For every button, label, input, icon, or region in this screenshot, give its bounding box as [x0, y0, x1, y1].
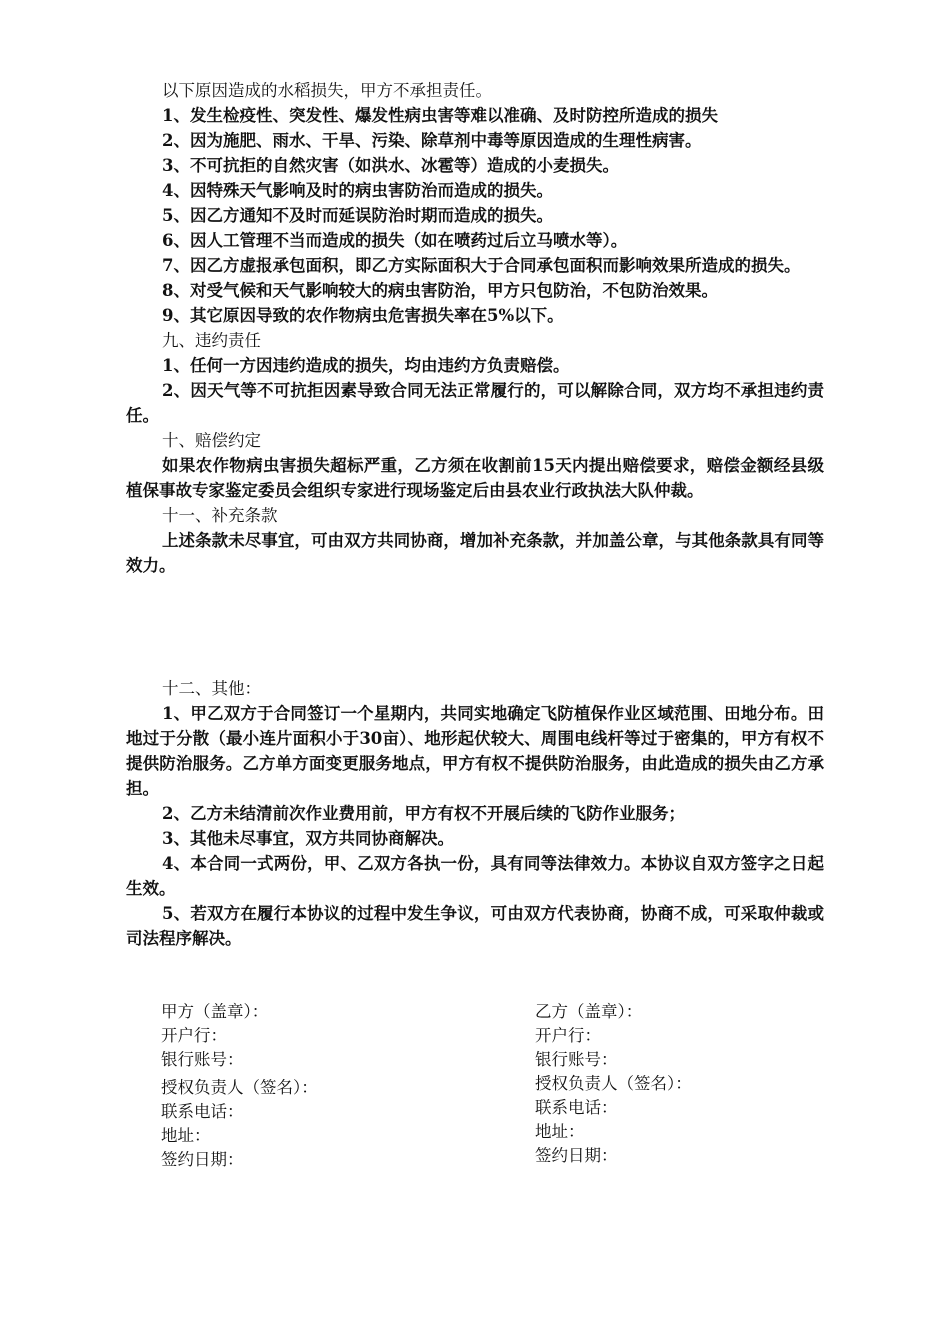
paragraph-compensation: 如果农作物病虫害损失超标严重，乙方须在收割前15天内提出赔偿要求，赔偿金额经县级植保事故专家鉴定委员会组织专家进行现场鉴定后由县农业行政执法大队仲裁。	[126, 456, 824, 500]
paragraph-exemption-8: 8、对受气候和天气影响较大的病虫害防治，甲方只包防治，不包防治效果。	[162, 281, 718, 300]
party-b-address-label: 地址：	[535, 1122, 585, 1141]
paragraph-exemption-7: 7、因乙方虚报承包面积，即乙方实际面积大于合同承包面积而影响效果所造成的损失。	[162, 256, 801, 275]
paragraph-breach-1: 1、任何一方因违约造成的损失，均由违约方负责赔偿。	[162, 356, 570, 375]
paragraph-exemption-5: 5、因乙方通知不及时而延误防治时期而造成的损失。	[162, 206, 553, 225]
section-heading-supplementary: 十一、补充条款	[162, 506, 278, 525]
party-b-authorized-label: 授权负责人（签名）：	[535, 1074, 692, 1093]
section-heading-breach: 九、违约责任	[162, 331, 261, 350]
paragraph-other-1: 1、甲乙双方于合同签订一个星期内，共同实地确定飞防植保作业区域范围、田地分布。田地过于分散（最小连片面积小于30亩）、地形起伏较大、周围电线杆等过于密集的，甲方有权不提供防治服务。乙方单方面变更服务地点，甲方有权不提供防治服务，由此造成的损失由乙方承担。	[126, 704, 824, 798]
signature-block-party-b	[535, 1000, 875, 1168]
paragraph-supplementary: 上述条款未尽事宜，可由双方共同协商，增加补充条款，并加盖公章，与其他条款具有同等效力。	[126, 531, 824, 575]
paragraph-breach-2: 2、因天气等不可抗拒因素导致合同无法正常履行的，可以解除合同，双方均不承担违约责任。	[126, 381, 824, 425]
section-heading-other: 十二、其他：	[162, 679, 261, 698]
party-a-date-label: 签约日期：	[161, 1150, 244, 1169]
paragraph-other-2: 2、乙方未结清前次作业费用前，甲方有权不开展后续的飞防作业服务；	[162, 804, 685, 823]
paragraph-exemption-intro: 以下原因造成的水稻损失，甲方不承担责任。	[162, 81, 492, 100]
party-b-title: 乙方（盖章）：	[535, 1002, 643, 1021]
blank-space	[126, 578, 824, 676]
paragraph-other-3: 3、其他未尽事宜，双方共同协商解决。	[162, 829, 454, 848]
paragraph-exemption-9: 9、其它原因导致的农作物病虫危害损失率在5%以下。	[162, 306, 564, 325]
party-a-address-label: 地址：	[161, 1126, 211, 1145]
party-a-authorized-label: 授权负责人（签名）：	[161, 1078, 318, 1097]
party-b-phone-label: 联系电话：	[535, 1098, 618, 1117]
paragraph-exemption-2: 2、因为施肥、雨水、干旱、污染、除草剂中毒等原因造成的生理性病害。	[162, 131, 702, 150]
contract-body	[126, 78, 824, 951]
party-a-title: 甲方（盖章）：	[161, 1002, 269, 1021]
party-a-bank-label: 开户行：	[161, 1026, 227, 1045]
paragraph-exemption-4: 4、因特殊天气影响及时的病虫害防治而造成的损失。	[162, 181, 553, 200]
section-heading-compensation: 十、赔偿约定	[162, 431, 261, 450]
paragraph-exemption-3: 3、不可抗拒的自然灾害（如洪水、冰雹等）造成的小麦损失。	[162, 156, 619, 175]
paragraph-exemption-1: 1、发生检疫性、突发性、爆发性病虫害等难以准确、及时防控所造成的损失	[162, 106, 718, 125]
signature-block-party-a	[161, 1000, 501, 1172]
party-a-account-label: 银行账号：	[161, 1050, 244, 1069]
paragraph-exemption-6: 6、因人工管理不当而造成的损失（如在喷药过后立马喷水等）。	[162, 231, 628, 250]
paragraph-other-5: 5、若双方在履行本协议的过程中发生争议，可由双方代表协商，协商不成，可采取仲裁或司法程序解决。	[126, 904, 824, 948]
party-b-date-label: 签约日期：	[535, 1146, 618, 1165]
party-a-phone-label: 联系电话：	[161, 1102, 244, 1121]
party-b-bank-label: 开户行：	[535, 1026, 601, 1045]
party-b-account-label: 银行账号：	[535, 1050, 618, 1069]
paragraph-other-4: 4、本合同一式两份，甲、乙双方各执一份，具有同等法律效力。本协议自双方签字之日起生效。	[126, 854, 824, 898]
